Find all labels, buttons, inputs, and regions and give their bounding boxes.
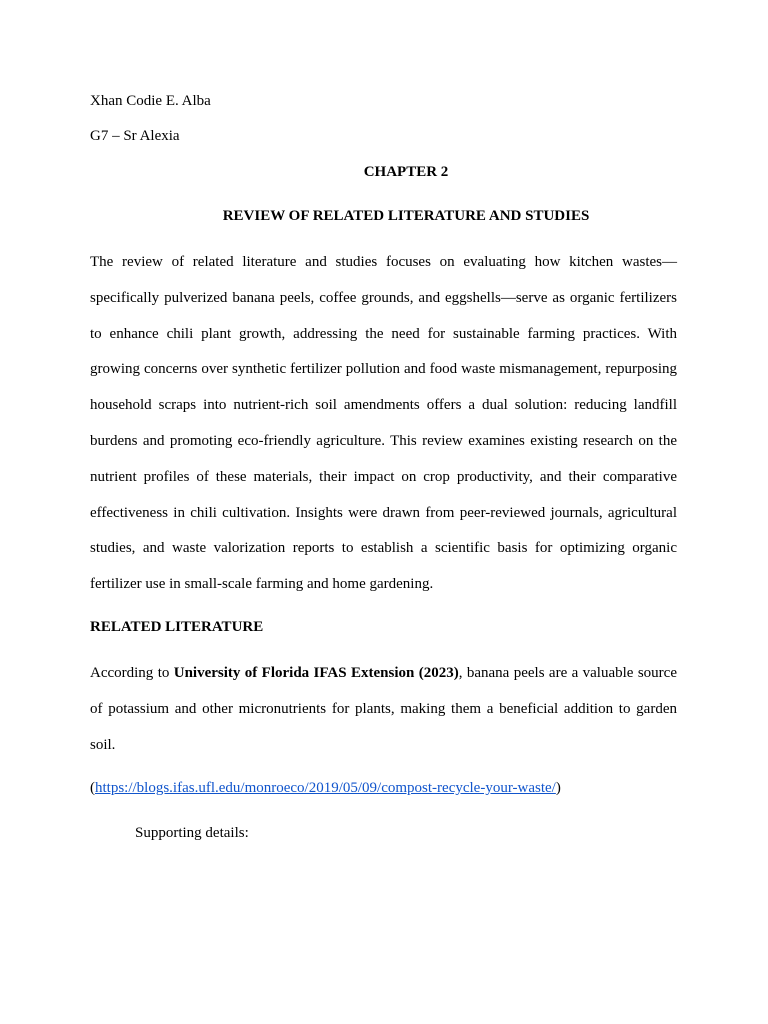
- class-section: G7 – Sr Alexia: [90, 128, 180, 144]
- source-link[interactable]: https://blogs.ifas.ufl.edu/monroeco/2019/05/09/compost-recycle-your-waste/: [95, 780, 556, 796]
- close-paren: ): [555, 780, 561, 796]
- open-paren: (: [90, 780, 95, 796]
- entry-lead-in: According to: [90, 665, 174, 681]
- supporting-details-label: Supporting details:: [135, 825, 249, 841]
- intro-paragraph: The review of related literature and studies focuses on evaluating how kitchen wastes—specifically pulverized banana peels, coffee grounds, and eggshells—serve as organic fertilizers to enhance chili plant growth, addressing the need for sustainable farming practices. With growing concerns over synthetic fertilizer pollution and food waste mismanagement, repurposing household scraps into nutrient-rich soil amendments offers a dual solution: reducing landfill burdens and promoting eco-friendly agriculture. This review examines existing research on the nutrient profiles of these materials, their impact on crop productivity, and their comparative effectiveness in chili cultivation. Insights were drawn from peer-reviewed journals, agricultural studies, and waste valorization reports to establish a scientific basis for optimizing organic fertilizer use in small-scale farming and home gardening.: [90, 254, 677, 593]
- source-link-line: [90, 780, 561, 797]
- chapter-title: REVIEW OF RELATED LITERATURE AND STUDIES: [222, 208, 590, 224]
- entry-text: , banana peels are a valuable source of potassium and other micronutrients for plants, making them a beneficial addition to garden soil.: [90, 665, 677, 753]
- related-literature-heading: RELATED LITERATURE: [90, 619, 264, 635]
- entry-source: University of Florida IFAS Extension (2023): [173, 665, 459, 681]
- literature-entry: [90, 656, 677, 763]
- author-name: Xhan Codie E. Alba: [90, 93, 211, 109]
- chapter-label: CHAPTER 2: [363, 164, 449, 180]
